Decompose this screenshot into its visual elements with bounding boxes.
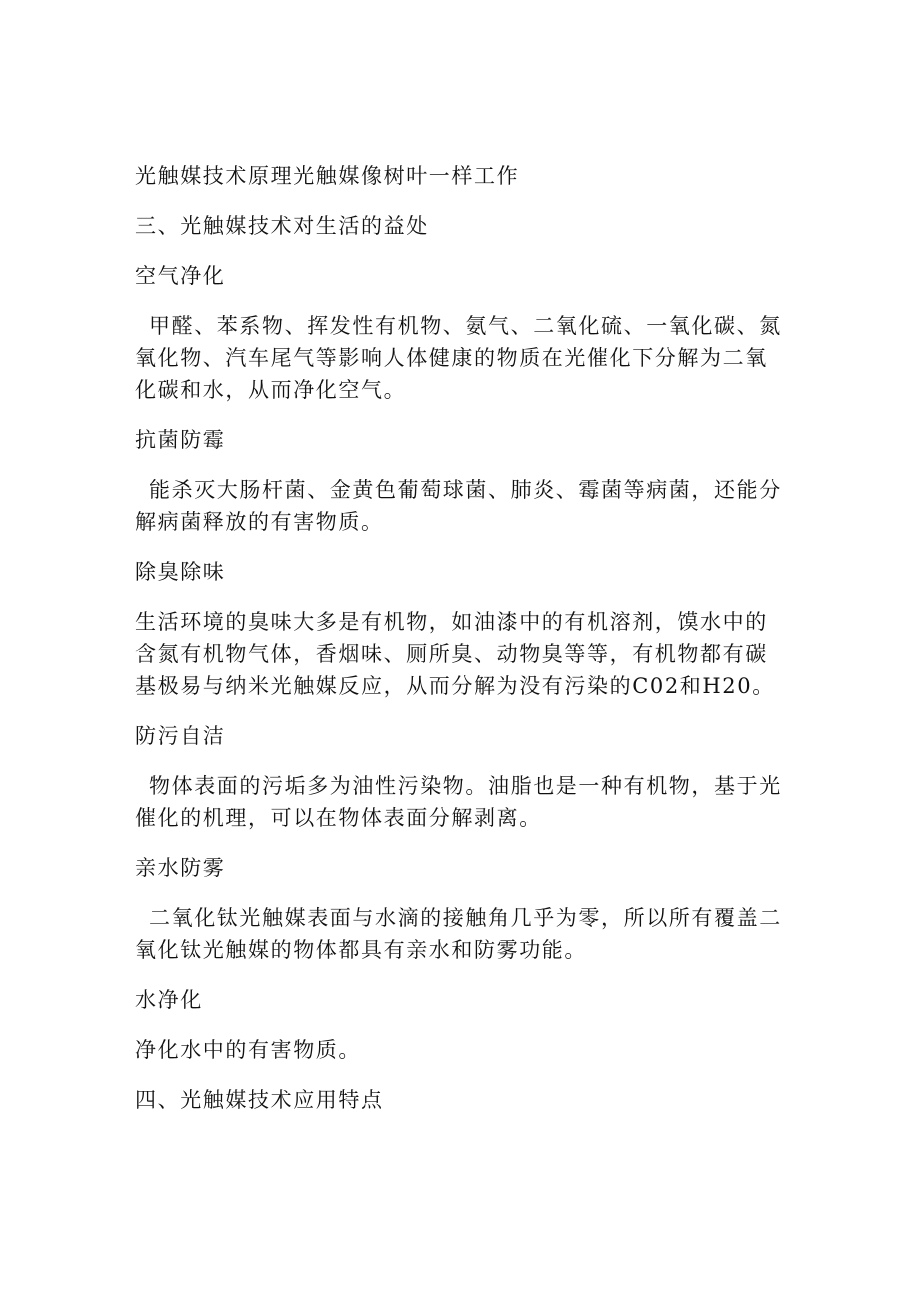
document-body — [135, 160, 785, 1134]
subheading-air-purification: 空气净化 — [135, 264, 226, 288]
paragraph-antibacterial: 能杀灭大肠杆菌、金黄色葡萄球菌、肺炎、霉菌等病菌，还能分解病菌释放的有害物质。 — [135, 478, 782, 534]
subheading-deodorize: 除臭除味 — [135, 560, 226, 584]
paragraph-principle-title: 光触媒技术原理光触媒像树叶一样工作 — [135, 164, 520, 188]
section-heading-benefits: 三、光触媒技术对生活的益处 — [135, 214, 429, 238]
paragraph-self-cleaning: 物体表面的污垢多为油性污染物。油脂也是一种有机物，基于光催化的机理，可以在物体表面分解剥离。 — [135, 774, 782, 830]
subheading-water-purification: 水净化 — [135, 988, 203, 1012]
paragraph-air-purification: 甲醛、苯系物、挥发性有机物、氨气、二氧化硫、一氧化碳、氮氧化物、汽车尾气等影响人体健康的物质在光催化下分解为二氧化碳和水，从而净化空气。 — [135, 314, 782, 402]
paragraph-hydrophilic: 二氧化钛光触媒表面与水滴的接触角几乎为零，所以所有覆盖二氧化钛光触媒的物体都具有亲水和防雾功能。 — [135, 906, 782, 962]
paragraph-deodorize: 生活环境的臭味大多是有机物，如油漆中的有机溶剂，馍水中的含氮有机物气体，香烟味、厕所臭、动物臭等等，有机物都有碳基极易与纳米光触媒反应，从而分解为没有污染的C02和H20。 — [135, 610, 775, 698]
subheading-antibacterial: 抗菌防霉 — [135, 428, 226, 452]
section-heading-application: 四、光触媒技术应用特点 — [135, 1088, 384, 1112]
subheading-self-cleaning: 防污自洁 — [135, 724, 226, 748]
subheading-hydrophilic: 亲水防雾 — [135, 856, 226, 880]
paragraph-water-purification: 净化水中的有害物质。 — [135, 1038, 361, 1062]
